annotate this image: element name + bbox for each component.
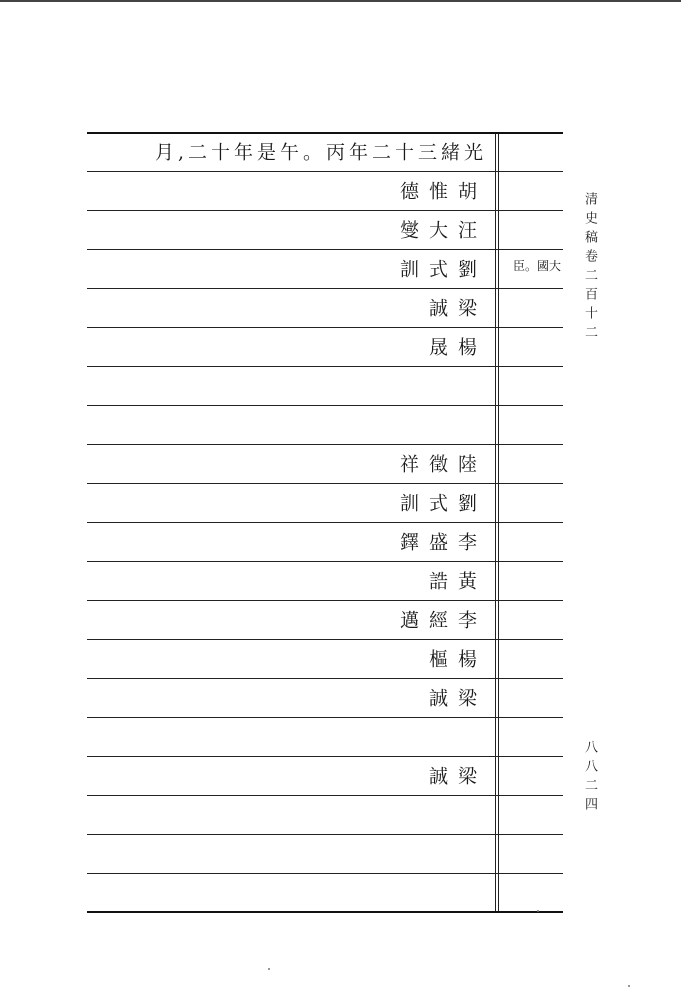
table-row: [87, 678, 495, 716]
table-bottom-rule: [87, 911, 563, 913]
running-head: 清史稿卷二百十二: [582, 192, 597, 344]
table-row: [87, 795, 495, 833]
paper-speck: [628, 985, 630, 987]
row-text: 誠梁: [428, 297, 487, 320]
row-text: 樞楊: [428, 648, 487, 671]
row-text: 月,二十年是午。丙年二十三緒光: [154, 141, 487, 164]
table-row: [87, 639, 495, 677]
row-text: 邁經李: [399, 609, 487, 632]
row-text: 燮大汪: [399, 219, 487, 242]
row-text: 訓式劉: [399, 492, 487, 515]
table-row: [87, 483, 495, 521]
paper-speck: [268, 968, 270, 970]
table-row: [87, 288, 495, 326]
side-note: 臣。國大: [513, 259, 562, 273]
table-row: [87, 366, 495, 404]
paper-speck: [537, 910, 539, 912]
table-row: [87, 561, 495, 599]
table-row: [87, 834, 495, 872]
side-note-cell: [497, 249, 563, 287]
table-row: [87, 600, 495, 638]
register-table: [87, 132, 563, 913]
table-row: [87, 132, 495, 170]
table-row: [87, 756, 495, 794]
table-row: [87, 327, 495, 365]
table-row: [87, 405, 495, 443]
page-number: 八八二四: [582, 740, 597, 816]
table-row: [87, 171, 495, 209]
row-text: 鐸盛李: [399, 531, 487, 554]
row-text: 誠梁: [428, 687, 487, 710]
row-text: 晟楊: [428, 336, 487, 359]
top-edge-line: [0, 0, 681, 2]
table-row: [87, 210, 495, 248]
row-text: 誠梁: [428, 765, 487, 788]
table-row: [87, 249, 495, 287]
row-text: 訓式劉: [399, 258, 487, 281]
table-row: [87, 444, 495, 482]
row-text: 祥徵陸: [399, 453, 487, 476]
table-row: [87, 717, 495, 755]
table-row: [87, 873, 495, 911]
row-text: 誥黃: [428, 570, 487, 593]
row-text: 德惟胡: [399, 180, 487, 203]
table-row: [87, 522, 495, 560]
